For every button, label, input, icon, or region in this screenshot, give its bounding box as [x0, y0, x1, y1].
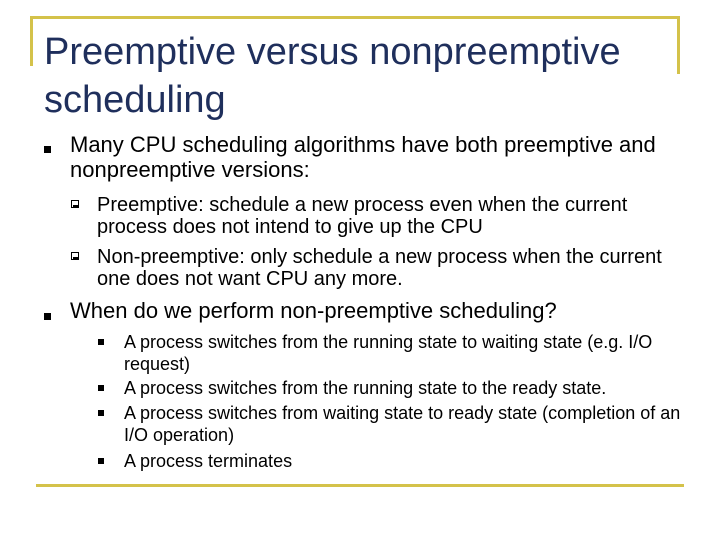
bullet-2-sub-4: A process terminates [124, 451, 293, 471]
frame-left-line [30, 16, 33, 66]
bullet-1-sub-1: Preemptive: schedule a new process even when the current process does not intend to give up the CPU [97, 194, 628, 238]
frame-top-line [30, 16, 678, 19]
bullet-2-text: When do we perform non-preemptive scheduling? [70, 298, 557, 323]
square-bullet-icon [44, 313, 51, 320]
square-bullet-icon [98, 410, 104, 416]
frame-bottom-line [36, 484, 684, 487]
bullet-1-sub-2: Non-preemptive: only schedule a new process when the current one does not want CPU any more. [97, 246, 662, 290]
hollow-square-bullet-icon [71, 200, 79, 208]
bullet-2-sub-3: A process switches from waiting state to ready state (completion of an I/O operation) [124, 403, 681, 445]
square-bullet-icon [98, 385, 104, 391]
square-bullet-icon [98, 458, 104, 464]
bullet-2-sub-1: A process switches from the running state to waiting state (e.g. I/O request) [124, 332, 653, 374]
slide-title: Preemptive versus nonpreemptive scheduling [44, 31, 621, 121]
bullet-1-text: Many CPU scheduling algorithms have both preemptive and nonpreemptive versions: [70, 132, 656, 182]
bullet-2-sub-2: A process switches from the running state to the ready state. [124, 378, 607, 398]
frame-right-line [677, 16, 680, 74]
square-bullet-icon [44, 146, 51, 153]
hollow-square-bullet-icon [71, 252, 79, 260]
square-bullet-icon [98, 339, 104, 345]
